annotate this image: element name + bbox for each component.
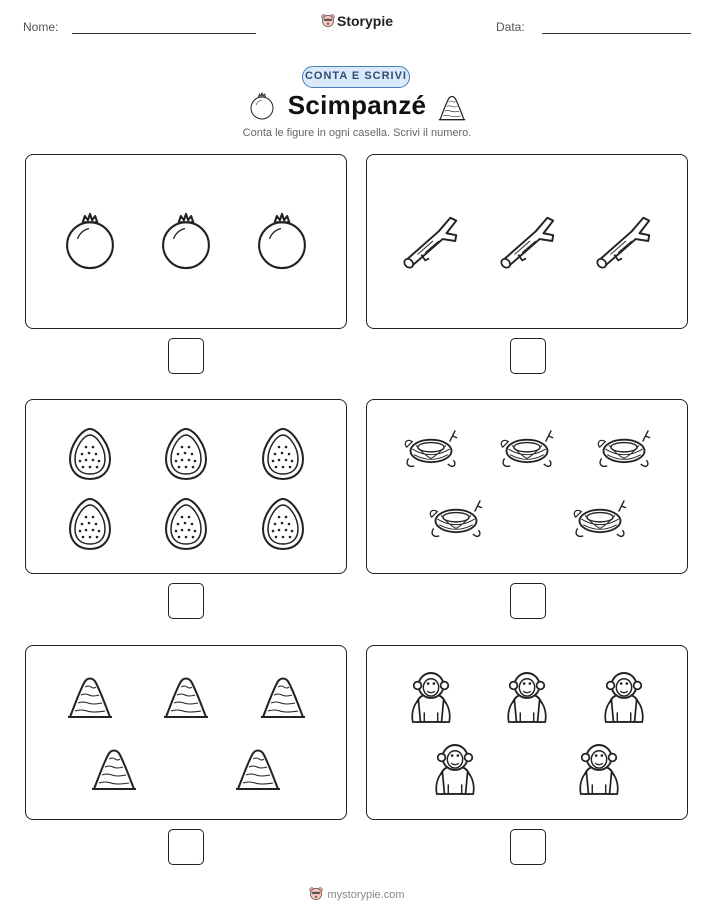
count-panel-figs: [25, 399, 347, 574]
brand: [0, 13, 714, 29]
footer-url[interactable]: mystorypie.com: [327, 889, 405, 901]
branch-icon: [593, 211, 655, 271]
chimpanzee-icon: [503, 670, 551, 724]
answer-box-nests[interactable]: [510, 583, 546, 619]
termite-mound-icon: [162, 670, 210, 722]
termite-mound-icon: [259, 670, 307, 722]
termite-mound-icon: [234, 742, 282, 794]
count-panel-chimpanzees: [366, 645, 688, 820]
pomegranate-icon: [160, 211, 212, 271]
count-panel-pomegranates: [25, 154, 347, 329]
nest-icon: [572, 496, 628, 544]
chimpanzee-icon: [600, 670, 648, 724]
chimpanzee-icon: [407, 670, 455, 724]
chimpanzee-icon: [431, 742, 479, 796]
pomegranate-icon: [64, 211, 116, 271]
answer-box-termite-mounds[interactable]: [168, 829, 204, 865]
storypie-logo-icon: [321, 14, 335, 28]
fig-icon: [66, 425, 114, 481]
answer-box-pomegranates[interactable]: [168, 338, 204, 374]
answer-box-branches[interactable]: [510, 338, 546, 374]
answer-box-figs[interactable]: [168, 583, 204, 619]
name-label: Nome:: [23, 20, 59, 34]
nest-icon: [596, 426, 652, 474]
answer-box-chimpanzees[interactable]: [510, 829, 546, 865]
branch-icon: [497, 211, 559, 271]
nest-icon: [428, 496, 484, 544]
count-panel-nests: [366, 399, 688, 574]
category-badge: CONTA E SCRIVI: [302, 66, 410, 88]
count-panel-termite-mounds: [25, 645, 347, 820]
footer: [0, 887, 714, 901]
count-panel-branches: [366, 154, 688, 329]
storypie-logo-icon: [309, 887, 323, 901]
date-label: Data:: [496, 20, 525, 34]
fig-icon: [66, 495, 114, 551]
nest-icon: [499, 426, 555, 474]
termite-mound-icon: [437, 92, 467, 122]
fig-icon: [162, 425, 210, 481]
date-line[interactable]: [542, 33, 691, 34]
nest-icon: [403, 426, 459, 474]
instructions: Conta le figure in ogni casella. Scrivi il numero.: [242, 127, 472, 139]
fig-icon: [259, 425, 307, 481]
branch-icon: [400, 211, 462, 271]
fig-icon: [259, 495, 307, 551]
chimpanzee-icon: [575, 742, 623, 796]
fig-icon: [162, 495, 210, 551]
termite-mound-icon: [66, 670, 114, 722]
worksheet-title: Scimpanzé: [287, 90, 427, 120]
brand-name: Storypie: [336, 13, 393, 29]
name-line[interactable]: [72, 33, 256, 34]
pomegranate-icon: [256, 211, 308, 271]
termite-mound-icon: [90, 742, 138, 794]
